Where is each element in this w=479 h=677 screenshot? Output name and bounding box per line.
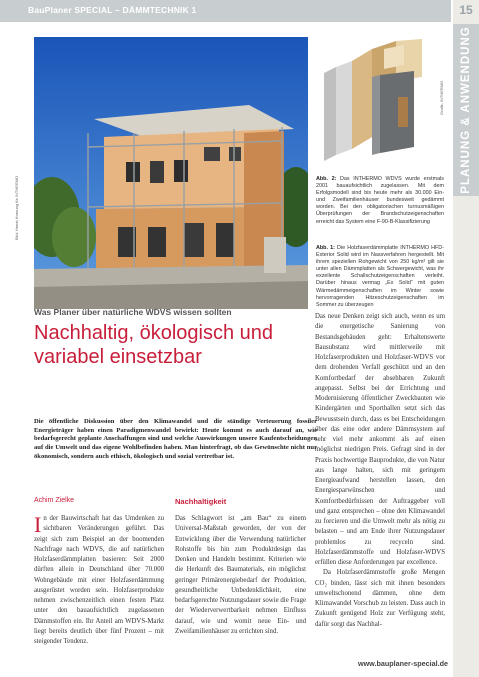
illustration-credit: Grafik: INTHERMO [439, 80, 444, 115]
figure-1-text: Die Holzfaserdämmplatte INTHERMO HFD-Exterior Solid wird im Nassverfahren hergestellt. Mit ihrem speziellen Rohgewicht von 250 kg/m³ gilt sie unter allen Dämmplatten als Schwergewicht, was ihr exzellente Schallschutzeigenschaften verleiht. Darüber hinaus vermag „Ex Solid“ mit guten Wärmedämmeigenschaften im Winter sowie hervorragenden Hitzeschutzeigenschaften im Sommer zu überzeugen [316, 245, 444, 308]
article-kicker: Was Planer über natürliche WDVS wissen sollten [34, 307, 232, 317]
body-column-1-text: n der Bauwirtschaft hat das Umdenken zu sichtbaren Veränderungen geführt. Das zeigt sich zum Beispiel an der boomenden Nachfrage nach WDVS, die auf natürlichen Holzfaserdämmplatten basieren: Seit 2000 dürften allein in Deutschland über 70.000 Wohngebäude mit einer Holzfaserdämmung ausgerüstet worden sein. Holzfaserprodukte nehmen zwischenzeitlich einen festen Platz unter den bauaufsichtlich zugelassenen Dämmstoffen ein. Ihr Anteil am WDVS-Markt liegt bereits deutlich über fünf Prozent – mit steigender Tendenz. [34, 515, 164, 645]
figure-2-text: Das INTHERMO WDVS wurde erstmals 2001 bauaufsichtlich zugelassen. Mit dem Erfolgsmodell sind bis heute mehr als 30.000 Ein- und Zweifamilienhäuser bundesweit gedämmt worden. Bei den obligatorischen turnusmäßigen Überprüfungen der Brandschutzeigenschaften erreicht das System eine F-90-B-Klassifizierung [316, 176, 444, 225]
footer-url: www.bauplaner-special.de [357, 659, 448, 668]
article-lead: Die öffentliche Diskussion über den Klimawandel und die ständige Verteuerung fossiler Energieträger haben einen Paradigmenwandel bewirkt: Heute kommt es auch darauf an, wie bedarfsgerecht geplante Anschaffungen sind und welche Auswirkungen unsere Kaufentscheidungen auf die Umwelt und das eigene Wohlbefinden haben. Man hinterfragt, ob das Gewünschte nicht nur ökonomisch, sondern auch ethisch, ökologisch und sozial vertretbar ist. [34, 418, 317, 460]
section-heading-nachhaltigkeit: Nachhaltigkeit [175, 497, 227, 506]
article-headline: Nachhaltig, ökologisch und variabel einsetzbar [34, 322, 274, 368]
drop-cap: I [34, 512, 42, 537]
photo-credit: Bild: Hanat Hornung für INTHERMO [14, 175, 19, 240]
page-number: 15 [459, 3, 473, 17]
section-tab [453, 24, 479, 196]
figure-1-caption [316, 245, 444, 309]
figure-2-caption [316, 176, 444, 226]
wall-layers-illustration [318, 37, 434, 169]
section-tab-label: PLANUNG & ANWENDUNG [460, 26, 472, 194]
body-column-3-text-2: Da Holzfaserdämmstoffe große Mengen CO₂ binden, lässt sich mit ihnen besonders umweltschonend dämmen, ohne dem Klimawandel Vorschub zu leisten. Dass auch in Zukunft genügend Holz zur Verfügung steht, dafür sorgt das Nachhal- [315, 569, 445, 628]
figure-1-label: Abb. 1: [316, 245, 335, 251]
body-column-3-text: Das neue Denken zeigt sich auch, wenn es um die energetische Sanierung von Bestandsgebäuden geht: Erhaltenswerte Bausubstanz wird mittlerweile mit Holzfaserprodukten und Holzfaser-WDVS vor dem drohenden Verfall geschützt und an den Komfortbedarf der absehbaren Zukunft angepasst. Selbst bei der Errichtung und Modernisierung öffentlicher Zweckbauten wie Kindergärten und Sporthallen setzt sich das Bewusstsein durch, dass es bei Entscheidungen über das eine oder andere Dämmsystem auf sehr viel mehr ankommt als auf einen möglichst niedrigen Preis. Gefragt sind in der Praxis hochwertige Bauprodukte, die von Natur aus lange halten, sich mit geringem Energieaufwand herstellen lassen, den Energiesparwünschen und Komfortbedürfnissen der Auftraggeber voll und ganz entsprechen – ohne den Klimawandel zu forcieren und die Umwelt mehr als nötig zu belasten – und am Ende ihrer Nutzungsdauer problemlos zu recyceln sind. Holzfaserdämmstoffe und Holzfaser-WDVS erfüllen diese Anforderungen par excellence. [315, 313, 445, 566]
house-construction-photo [34, 37, 308, 309]
article-author: Achim Zielke [34, 497, 75, 504]
body-column-3 [315, 312, 445, 630]
body-column-1 [34, 514, 164, 647]
figure-2-label: Abb. 2: [316, 176, 337, 182]
body-column-2: Das Schlagwort ist „am Bau“ zu einem Universal-Maßstab geworden, der von der Entwicklung über die Verwendung natürlicher Rohstoffe bis hin zum Produktdesign das Denken und Handeln bestimmt. Kriterien wie die Herkunft des Baumaterials, ein möglichst geringer Primärenergiebedarf der Produktion, gesundheitliche Unbedenklichkeit, eine bedarfsgerechte Nutzungsdauer sowie die Frage der Wiederverwertbarkeit nehmen Einfluss darauf, wie und womit neue Ein- und Zweifamilienhäuser zu errichten sind. [175, 515, 306, 635]
running-title: BauPlaner SPECIAL – DÄMMTECHNIK 1 [28, 5, 197, 15]
running-header-bar [0, 0, 451, 22]
